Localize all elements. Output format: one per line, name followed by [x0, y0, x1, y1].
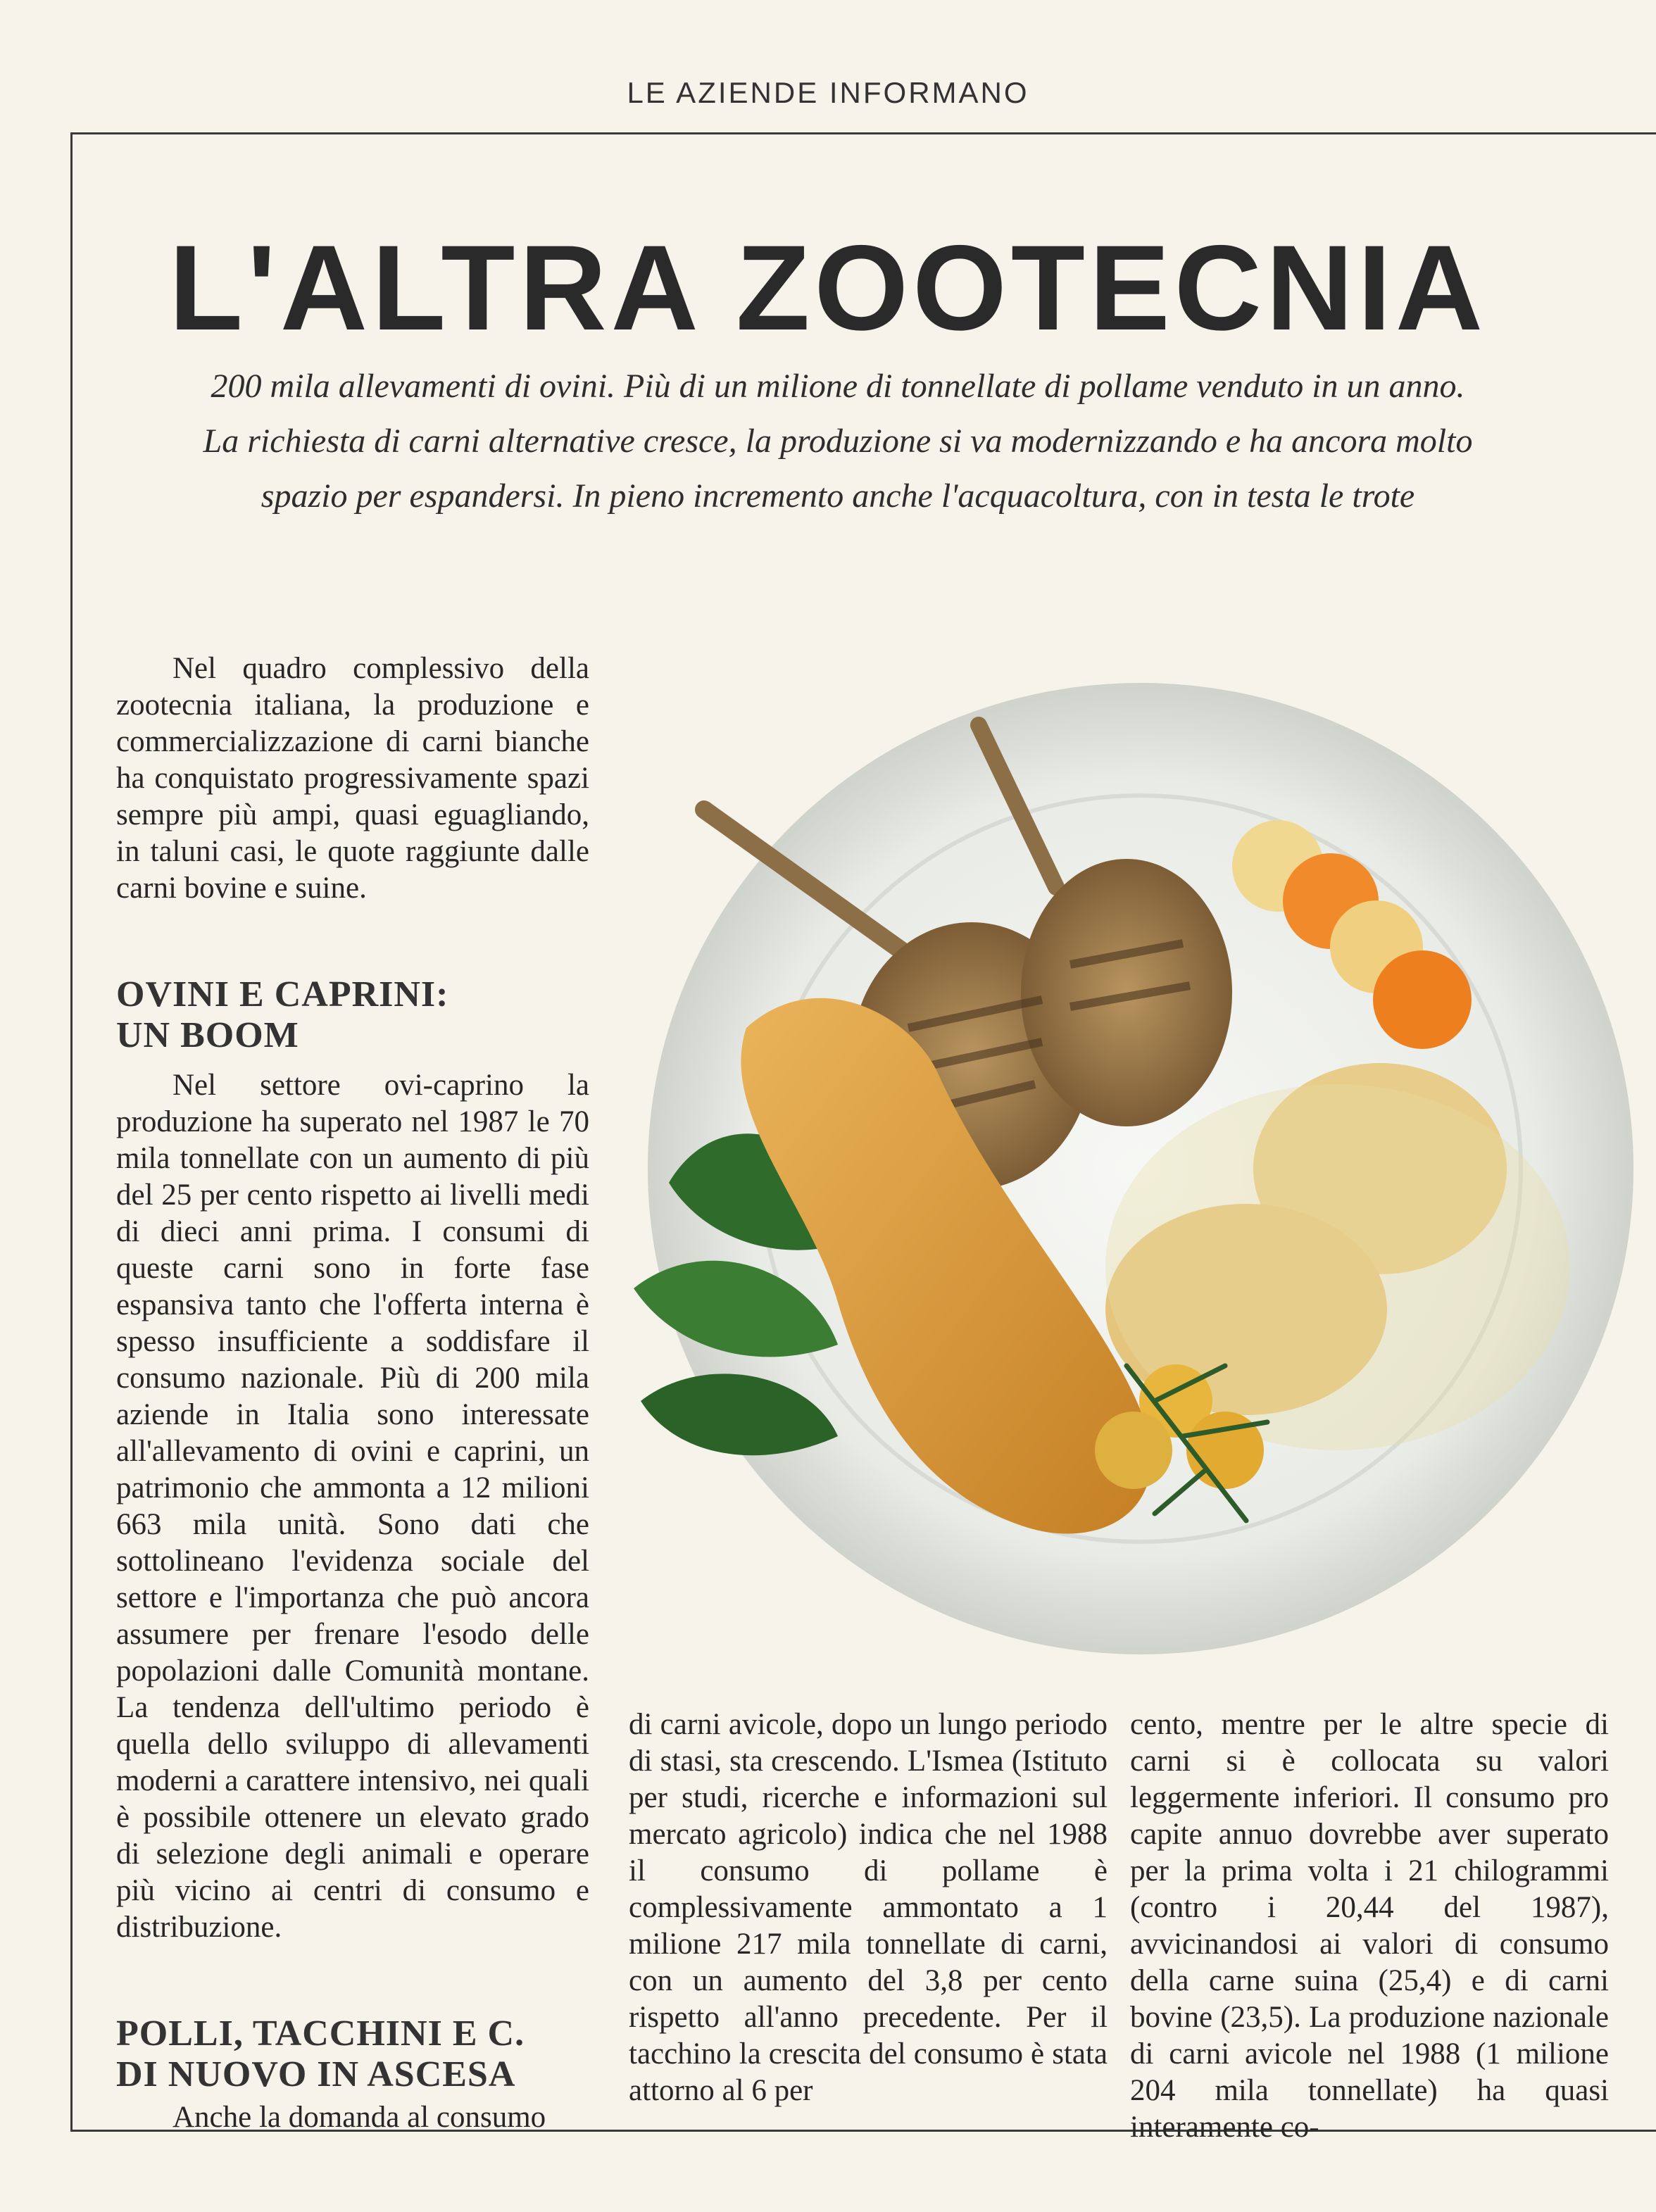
article-deck — [106, 359, 1570, 524]
column-right — [1130, 1707, 1609, 2146]
section-body-polli-col3: cento, mentre per le altre specie di carni si è collocata su valori leggermente inferiori. Il consumo pro capite annuo dovrebbe aver superato per la prima volta i 21 chilogrammi (contro i 20,44 del 1987), avvicinandosi ai valori di consumo della carne suina (25,4) e di carni bovine (23,5). La produzione nazionale di carni avicole nel 1988 (1 milione 204 mila tonnellate) ha quasi interamente co- — [1130, 1708, 1609, 2144]
plated-meat-photo — [606, 634, 1641, 1690]
section-body-polli-col2: di carni avicole, dopo un lungo periodo di stasi, sta crescendo. L'Ismea (Istituto per studi, ricerche e informazioni sul mercato agricolo) indica che nel 1988 il consumo di pollame è complessivamente ammontato a 1 milione 217 mila tonnellate di carni, con un aumento del 3,8 per cento rispetto all'anno precedente. Per il tacchino la crescita del consumo è stata attorno al 6 per — [629, 1708, 1108, 2107]
section-body-ovini: Nel settore ovi-caprino la produzione ha superato nel 1987 le 70 mila tonnellate con un aumento di più del 25 per cento rispetto ai livelli medi di dieci anni prima. I consumi di queste carni sono in forte fase espansiva tanto che l'offerta interna è spesso insufficiente a soddisfare il consumo nazionale. Più di 200 mila aziende in Italia sono interessate all'allevamento di ovini e caprini, un patrimonio che ammonta a 12 milioni 663 mila unità. Sono dati che sottolineano l'evidenza sociale del settore e l'importanza che può ancora assumere per frenare l'esodo delle popolazioni dalle Comunità montane. La tendenza dell'ultimo periodo è quella dello sviluppo di allevamenti moderni a carattere intensivo, nei quali è possibile ottenere un elevato grado di selezione degli animali e operare più vicino ai centri di consumo e distribuzione. — [116, 1069, 589, 1944]
section-heading-ovini — [116, 974, 589, 1056]
heading-line: POLLI, TACCHINI E C. — [116, 2013, 525, 2054]
column-middle — [629, 1707, 1108, 2109]
deck-line: 200 mila allevamenti di ovini. Più di un milione di tonnellate di pollame venduto in un anno. — [211, 367, 1465, 405]
deck-line: spazio per espandersi. In pieno incremento anche l'acquacoltura, con in testa le trote — [261, 477, 1415, 515]
heading-line: UN BOOM — [116, 1015, 299, 1055]
section-heading-polli — [116, 2013, 589, 2095]
running-head: LE AZIENDE INFORMANO — [627, 76, 1029, 109]
deck-line: La richiesta di carni alternative cresce, la produzione si va modernizzando e ha ancora molto — [203, 422, 1473, 460]
article-title: L'ALTRA ZOOTECNIA — [168, 220, 1488, 356]
column-left — [116, 651, 589, 2136]
heading-line: OVINI E CAPRINI: — [116, 974, 449, 1014]
heading-line: DI NUOVO IN ASCESA — [116, 2054, 516, 2094]
carrot-slice — [1373, 950, 1472, 1049]
potato — [1095, 1412, 1172, 1489]
intro-paragraph: Nel quadro complessivo della zootecnia italiana, la produzione e commercializzazione di carni bianche ha conquistato progressivamente spazi sempre più ampi, quasi eguagliando, in taluni casi, le quote raggiunte dalle carni bovine e suine. — [116, 652, 589, 905]
section-body-polli-start: Anche la domanda al consumo — [172, 2101, 546, 2134]
